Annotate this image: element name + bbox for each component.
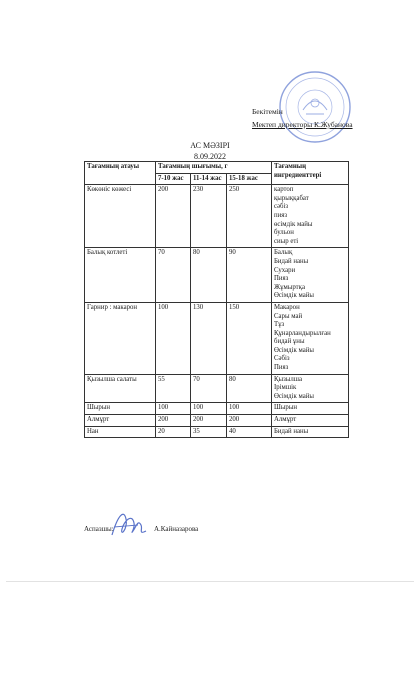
menu-title: АС МӘЗІРІ <box>190 141 230 150</box>
ingredient-item: сәбіз <box>274 203 289 211</box>
output-cell: 55 <box>156 374 191 403</box>
ingredient-item: Өсімдік майы <box>274 346 314 354</box>
page-divider <box>6 581 414 582</box>
output-cell: 200 <box>156 415 191 427</box>
ingredients-cell <box>272 415 349 427</box>
output-cell: 70 <box>156 248 191 303</box>
ingredient-item: Ірімшік <box>274 384 297 392</box>
ingredient-item: Сухари <box>274 266 296 274</box>
ingredients-cell <box>272 302 349 374</box>
age-group-header: 11-14 жас <box>191 173 227 185</box>
output-cell: 80 <box>191 248 227 303</box>
table-row <box>85 302 349 374</box>
ingredient-item: Тұз <box>274 321 285 329</box>
cook-name: А.Кайназарова <box>154 525 199 533</box>
ingredients-cell <box>272 374 349 403</box>
menu-table-body <box>85 185 349 438</box>
dish-name-cell: Қызылша салаты <box>85 374 156 403</box>
output-cell: 20 <box>156 426 191 438</box>
age-group-header: 7-10 жас <box>156 173 191 185</box>
cook-signature <box>108 505 150 543</box>
ingredient-item: Жұмыртқа <box>274 283 305 291</box>
dish-name-cell: Балық котлеті <box>85 248 156 303</box>
ingredients-cell <box>272 403 349 415</box>
ingredient-item: Балық <box>274 249 293 257</box>
menu-heading <box>0 140 420 162</box>
ingredient-item: Бидай наны <box>274 427 309 435</box>
dish-name-cell: Алмұрт <box>85 415 156 427</box>
table-header-row <box>85 162 349 174</box>
output-cell: 230 <box>191 185 227 248</box>
table-row <box>85 403 349 415</box>
output-cell: 100 <box>191 403 227 415</box>
table-row <box>85 374 349 403</box>
ingredient-item: Қызылша <box>274 375 302 383</box>
header-output: Тағамның шығымы, г <box>156 162 272 174</box>
dish-name-cell: Көкөніс көжесі <box>85 185 156 248</box>
table-row <box>85 185 349 248</box>
output-cell: 100 <box>156 302 191 374</box>
ingredient-item: Сәбіз <box>274 355 290 363</box>
ingredient-item: Пияз <box>274 275 289 283</box>
ingredient-item: Өсімдік майы <box>274 292 314 300</box>
output-cell: 200 <box>156 185 191 248</box>
header-dish-name: Тағамның атауы <box>85 162 156 185</box>
output-cell: 40 <box>227 426 272 438</box>
ingredient-item: Сары май <box>274 312 303 320</box>
output-cell: 80 <box>227 374 272 403</box>
ingredients-cell <box>272 185 349 248</box>
output-cell: 90 <box>227 248 272 303</box>
ingredient-item: қырыққабат <box>274 194 309 202</box>
table-row <box>85 415 349 427</box>
ingredient-item: бульон <box>274 229 294 237</box>
ingredient-item: Пияз <box>274 364 289 372</box>
ingredient-item: сиыр еті <box>274 237 299 245</box>
ingredient-item: Макарон <box>274 303 300 311</box>
output-cell: 200 <box>191 415 227 427</box>
director-name: Мектеп директоры К.Жубанова <box>252 120 353 129</box>
approved-label: Бекітемін <box>252 107 283 116</box>
output-cell: 250 <box>227 185 272 248</box>
table-row <box>85 248 349 303</box>
ingredients-cell <box>272 248 349 303</box>
age-group-header: 15-18 жас <box>227 173 272 185</box>
output-cell: 70 <box>191 374 227 403</box>
dish-name-cell: Нан <box>85 426 156 438</box>
header-ingredients: Тағамның ингредиенттері <box>272 162 349 185</box>
ingredient-item: картоп <box>274 186 294 194</box>
cook-label: Аспазшы: <box>84 525 114 533</box>
ingredient-item: Бидай наны <box>274 257 309 265</box>
ingredient-item: Шырын <box>274 404 298 412</box>
cook-signature-block <box>84 525 199 534</box>
output-cell: 35 <box>191 426 227 438</box>
table-row <box>85 426 349 438</box>
dish-name-cell: Гарнир : макарон <box>85 302 156 374</box>
output-cell: 200 <box>227 415 272 427</box>
menu-date: 8.09.2022 <box>194 152 226 161</box>
menu-table <box>84 161 349 438</box>
ingredient-item: Құнарландырылған бидай ұны <box>274 329 331 346</box>
output-cell: 100 <box>156 403 191 415</box>
output-cell: 130 <box>191 302 227 374</box>
ingredient-item: пияз <box>274 211 288 219</box>
ingredient-item: Өсімдік майы <box>274 392 314 400</box>
approval-block <box>252 105 353 131</box>
output-cell: 100 <box>227 403 272 415</box>
output-cell: 150 <box>227 302 272 374</box>
ingredient-item: өсімдік майы <box>274 220 313 228</box>
ingredients-cell <box>272 426 349 438</box>
ingredient-item: Алмұрт <box>274 416 297 424</box>
dish-name-cell: Шырын <box>85 403 156 415</box>
